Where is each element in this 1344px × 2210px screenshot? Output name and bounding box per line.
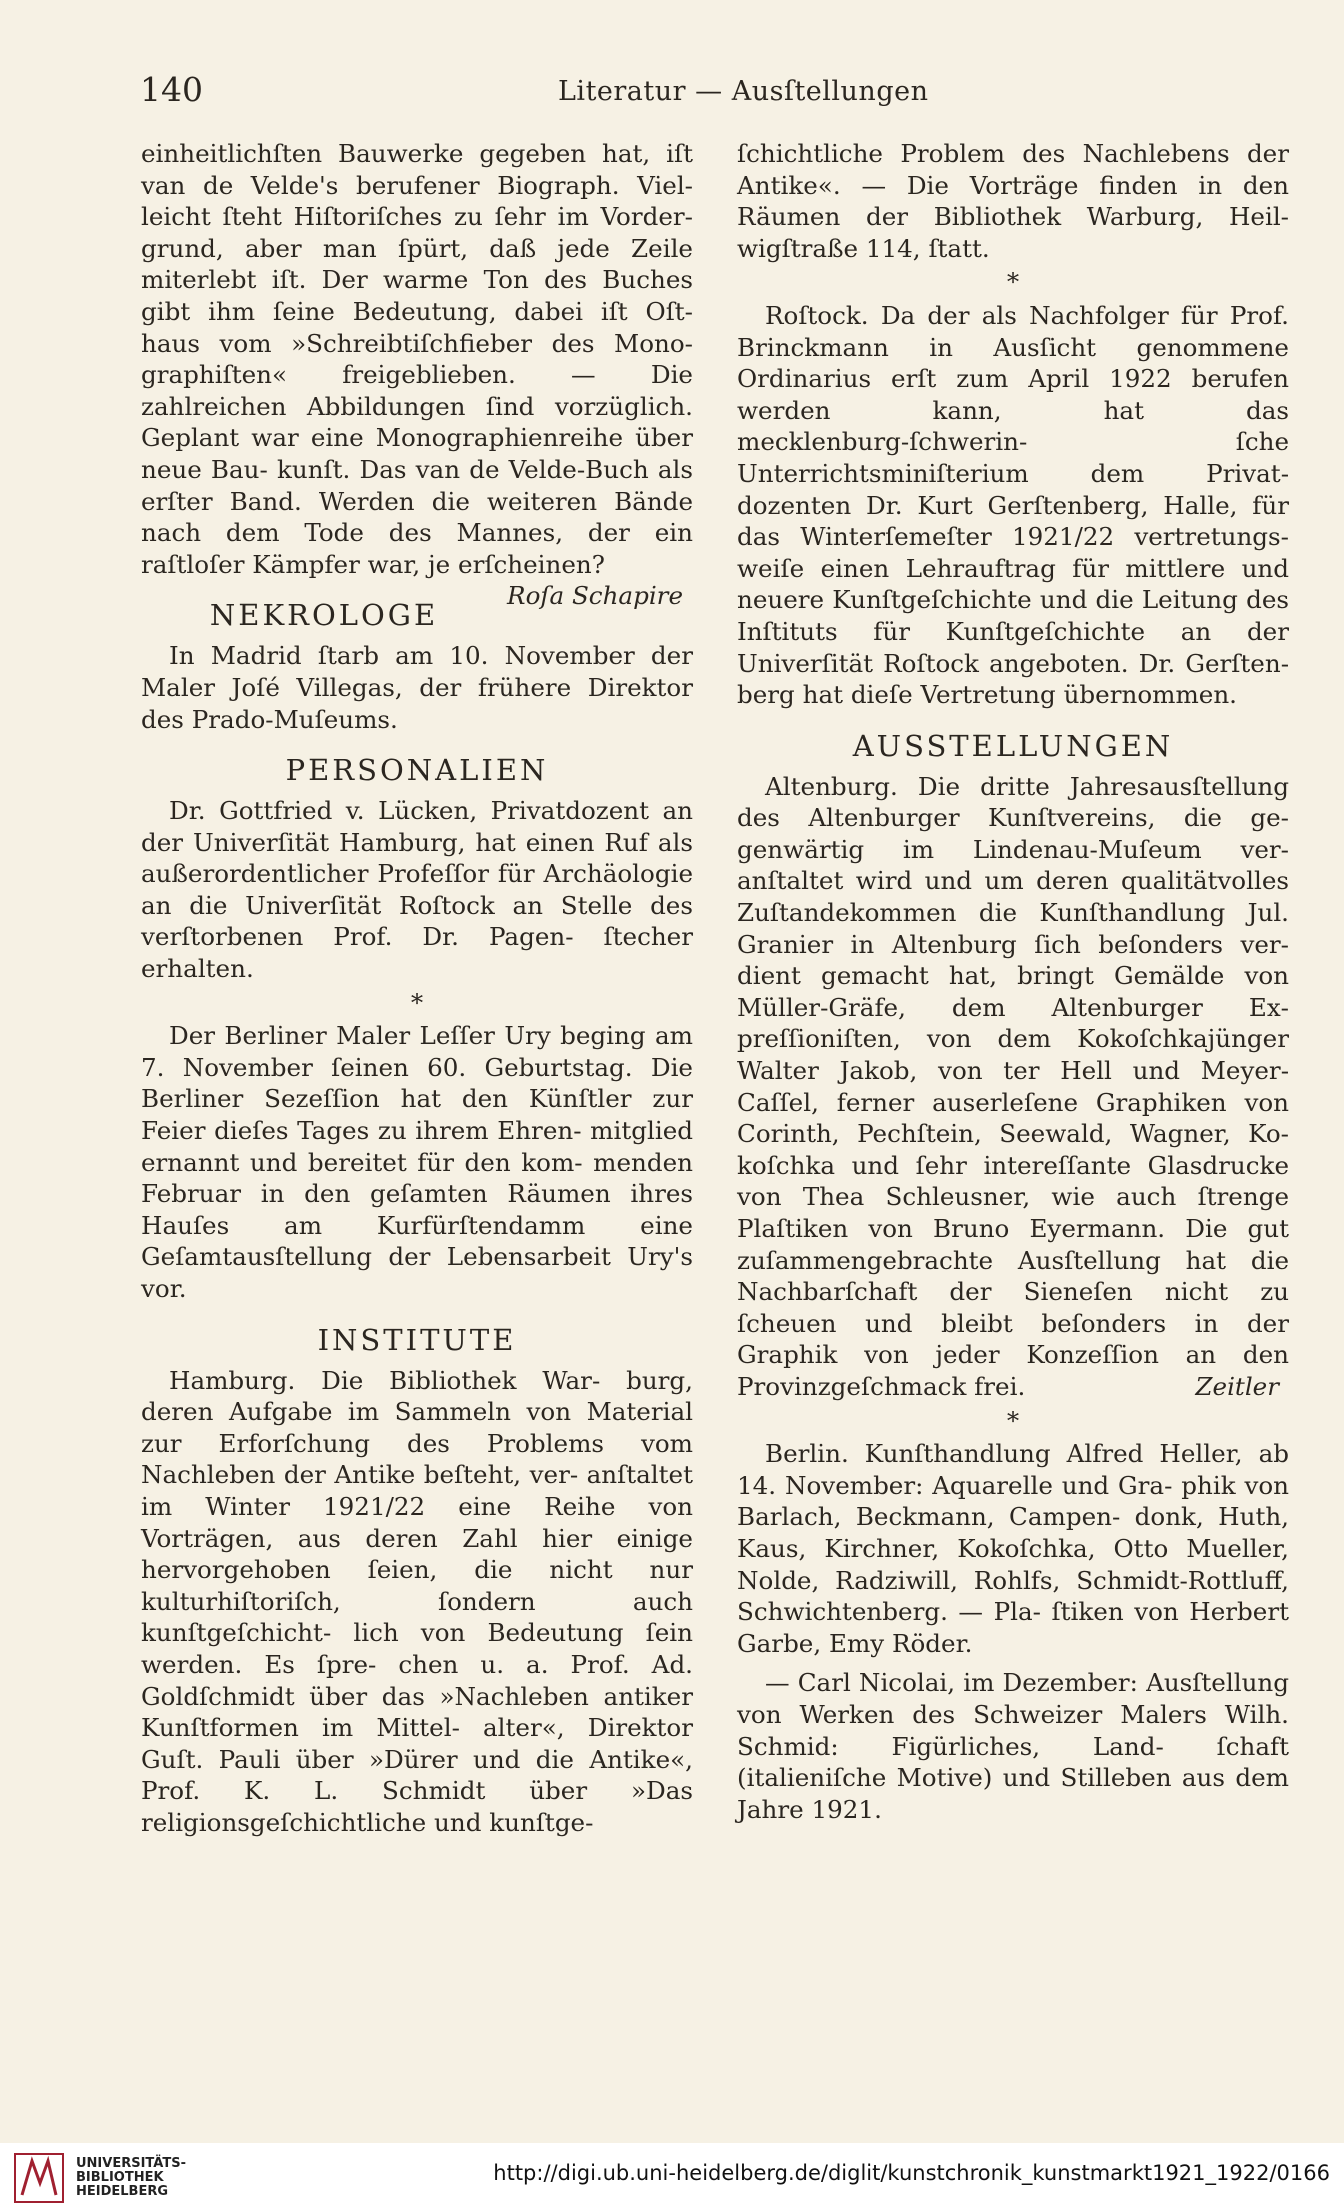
review-paragraph: einheitlichſten Bauwerke gegeben hat, iſt van de Velde's berufener Biograph. Viel‑ leicht ſteht Hiſtoriſches zu ſehr im Vorder‑ grund, aber man ſpürt, daß jede Zeile miterlebt iſt. Der warme Ton des Buches gibt ihm ſeine Bedeutung, dabei iſt Oſt‑ haus vom »Schreibtiſchfieber des Mono‑ graphiſten« freigeblieben. — Die zahlreichen Abbildungen ſind vorzüglich. Geplant war eine Monographienreihe über neue Bau‑ kunſt. Das van de Velde‑Buch als erſter Band. Werden die weiteren Bände nach dem Tode des Mannes, der ein raſtloſer Kämpfer war, je erſcheinen? Roſa Schapire <box>141 139 693 611</box>
asterisk-divider: * <box>1006 267 1020 297</box>
library-logo-icon <box>14 2153 64 2203</box>
section-heading-nekrologe: NEKROLOGE <box>209 598 439 633</box>
nekrologe-paragraph: In Madrid ſtarb am 10. November der Maler Joſé Villegas, der frühere Direktor des Prado‑Muſeums. <box>141 641 693 734</box>
running-head: Literatur — Ausſtellungen <box>558 76 929 107</box>
signature: Zeitler <box>1195 1371 1279 1401</box>
section-heading-institute: INSTITUTE <box>317 1322 517 1357</box>
rostock-paragraph: Roſtock. Da der als Nachfolger für Prof. Brinckmann in Ausſicht genommene Ordinarius erſt zum April 1922 berufen werden kann, hat das mecklenburg‑ſchwerin‑ ſche Unterrichtsminiſterium dem Privat‑ dozenten Dr. Kurt Gerſtenberg, Halle, für das Winterſemeſter 1921/22 vertretungs‑ weiſe einen Lehrauftrag für mittlere und neuere Kunſtgeſchichte und die Leitung des Inſtituts für Kunſtgeſchichte an der Univerſität Roſtock angeboten. Dr. Gerſten‑ berg hat dieſe Vertretung übernommen. <box>737 300 1289 710</box>
digitization-footer <box>0 2143 1344 2210</box>
source-url-link[interactable]: http://digi.ub.uni-heidelberg.de/diglit/kunstchronik_kunstmarkt1921_1922/0166 <box>493 2161 1330 2185</box>
section-heading-personalien: PERSONALIEN <box>285 753 549 788</box>
section-heading-ausstellungen: AUSSTELLUNGEN <box>852 728 1174 763</box>
institute-paragraph: Hamburg. Die Bibliothek War‑ burg, deren Aufgabe im Sammeln von Material zur Erforſchung des Problems vom Nachleben der Antike beſteht, ver‑ anſtaltet im Winter 1921/22 eine Reihe von Vorträgen, aus deren Zahl hier einige hervorgehoben ſeien, die nicht nur kulturhiſtoriſch, ſondern auch kunſtgeſchicht‑ lich von Bedeutung ſein werden. Es ſpre‑ chen u. a. Prof. Ad. Goldſchmidt über das »Nachleben antiker Kunſtformen im Mittel‑ alter«, Direktor Guſt. Pauli über »Dürer und die Antike«, Prof. K. L. Schmidt über »Das religionsgeſchichtliche und kunſtge‑ <box>141 1365 693 1837</box>
signature: Roſa Schapire <box>507 581 683 611</box>
asterisk-divider: * <box>410 987 424 1017</box>
left-column <box>141 138 693 1839</box>
personalien-paragraph: Dr. Gottfried v. Lücken, Privatdozent an der Univerſität Hamburg, hat einen Ruf als außerordentlicher Profeſſor für Archäologie an die Univerſität Roſtock an Stelle des verſtorbenen Prof. Dr. Pagen‑ ſtecher erhalten. <box>141 796 693 984</box>
personalien-paragraph: Der Berliner Maler Leſſer Ury beging am 7. November ſeinen 60. Geburtstag. Die Berliner Sezeſſion hat den Künſtler zur Feier dieſes Tages zu ihrem Ehren‑ mitglied ernannt und bereitet für den kom‑ menden Februar in den geſamten Räumen ihres Hauſes am Kurfürſtendamm eine Geſamtausſtellung der Lebensarbeit Ury's vor. <box>141 1021 693 1303</box>
asterisk-divider: * <box>1006 1405 1020 1435</box>
page-number: 140 <box>140 70 203 109</box>
institute-continuation: ſchichtliche Problem des Nachlebens der Antike«. — Die Vorträge finden in den Räumen der Bibliothek Warburg, Heil‑ wigſtraße 114, ſtatt. <box>737 139 1289 263</box>
library-name: UNIVERSITÄTS- BIBLIOTHEK HEIDELBERG <box>76 2156 186 2199</box>
berlin-paragraph: Berlin. Kunſthandlung Alfred Heller, ab 14. November: Aquarelle und Gra‑ phik von Barlach, Beckmann, Campen‑ donk, Huth, Kaus, Kirchner, Kokoſchka, Otto Mueller, Nolde, Radziwill, Rohlfs, Schmidt‑Rottluff, Schwichtenberg. — Pla‑ ſtiken von Herbert Garbe, Emy Röder. <box>737 1439 1289 1658</box>
right-column <box>737 138 1289 1825</box>
altenburg-paragraph: Altenburg. Die dritte Jahresausſtellung des Altenburger Kunſtvereins, die ge‑ genwärtig im Lindenau‑Muſeum ver‑ anſtaltet wird und um deren qualitätvolles Zuſtandekommen die Kunſthandlung Jul. Granier in Altenburg ſich beſonders ver‑ dient gemacht hat, bringt Gemälde von Müller‑Gräfe, dem Altenburger Ex‑ preſſioniſten, von dem Kokoſchkajünger Walter Jakob, von ter Hell und Meyer‑ Caſſel, ferner auserleſene Graphiken von Corinth, Pechſtein, Seewald, Wagner, Ko‑ koſchka und ſehr intereſſante Glasdrucke von Thea Schleusner, wie auch ſtrenge Plaſtiken von Bruno Eyermann. Die gut zuſammengebrachte Ausſtellung hat die Nachbarſchaft der Sieneſen nicht zu ſcheuen und bleibt beſonders in der Graphik von jeder Konzeſſion an den Provinzgeſchmack frei. Zeitler <box>737 771 1289 1401</box>
page-header <box>140 70 1270 120</box>
nicolai-paragraph: — Carl Nicolai, im Dezember: Ausſtellung von Werken des Schweizer Malers Wilh. Schmid: Figürliches, Land‑ ſchaft (italieniſche Motive) und Stilleben aus dem Jahre 1921. <box>737 1668 1289 1824</box>
